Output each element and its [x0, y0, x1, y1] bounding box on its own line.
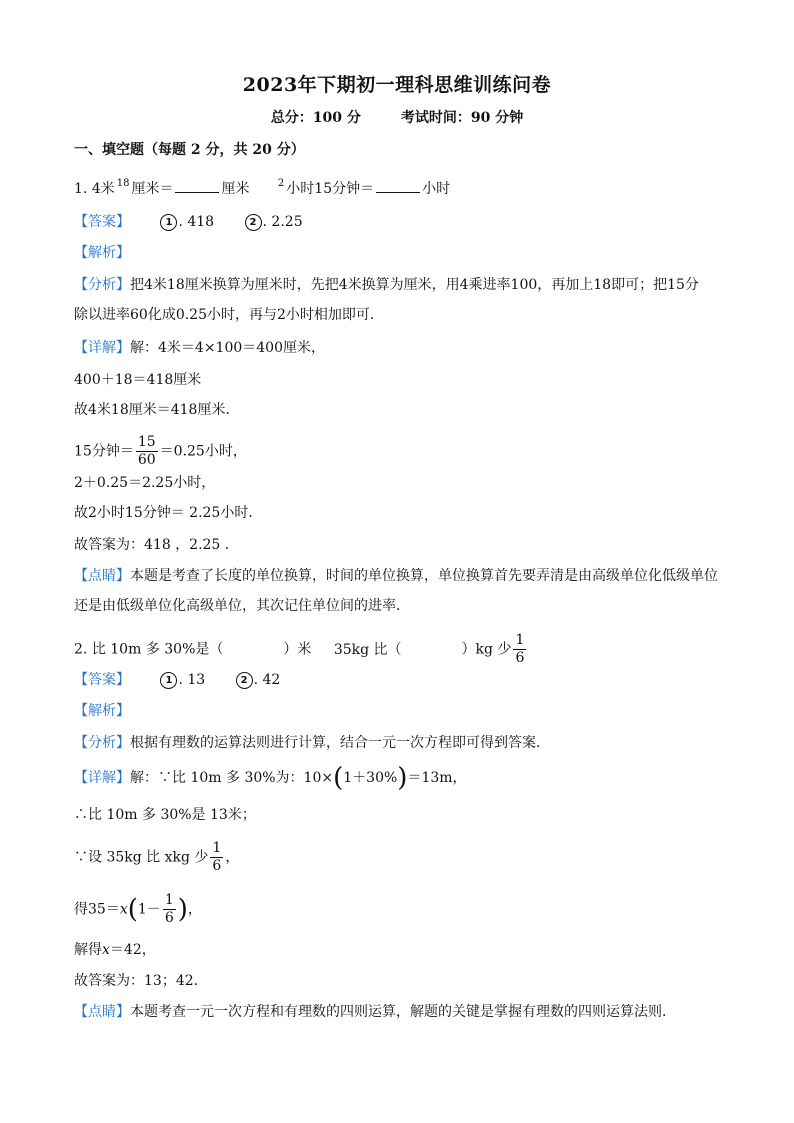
comment-line	[74, 1002, 676, 1022]
q2-text: 35kg 比（	[333, 641, 402, 658]
detail-text: 2＋0.25＝2.25小时，	[74, 475, 216, 491]
page-title: 2023年下期初一理科思维训练问卷	[242, 74, 552, 96]
analysis-line	[74, 733, 550, 753]
detail-text: 15分钟＝	[74, 443, 134, 460]
fraction	[513, 632, 526, 667]
comment-tag: 【点睛】	[74, 1004, 130, 1020]
total-score: 总分：100 分	[270, 110, 361, 126]
q2-text: 比 10m 多 30%是（	[91, 641, 224, 658]
detail-text: ＝0.25小时，	[159, 443, 247, 460]
circle-number-icon: 1	[160, 214, 177, 231]
detail-text: ＝42，	[109, 942, 156, 958]
answer-tag: 【答案】	[74, 214, 130, 230]
detail-text: 1－	[137, 901, 161, 918]
detail-fraction-line	[74, 840, 239, 875]
question-2	[74, 632, 528, 667]
paren-open: (	[333, 763, 344, 793]
fraction	[163, 892, 176, 927]
comment-line	[74, 566, 718, 586]
answer-blank	[175, 178, 219, 193]
fraction-denominator: 60	[137, 452, 156, 468]
comment-text: 还是由低级单位化高级单位，其次记住单位间的进率．	[74, 598, 410, 614]
detail-text: 故4米18厘米＝418厘米．	[74, 402, 240, 418]
answer-tag: 【答案】	[74, 672, 130, 688]
exam-time: 考试时间：90 分钟	[400, 110, 524, 126]
variable-x: x	[102, 942, 110, 958]
q1-superscript: 18	[116, 178, 130, 189]
q2-text: ）米	[283, 641, 312, 658]
detail-text: 400＋18＝418厘米	[74, 372, 202, 388]
answer-value: . 2.25	[262, 214, 303, 230]
q1-text: 4米	[91, 181, 115, 197]
section-heading: 一、填空题（每题 2 分，共 20 分）	[74, 142, 305, 158]
detail-equation-line	[74, 892, 202, 927]
fraction-denominator: 6	[164, 910, 174, 926]
detail-text: 解：∵比 10m 多 30%为：10×	[130, 770, 334, 786]
comment-text: 本题是考查了长度的单位换算，时间的单位换算，单位换算首先要弄清是由高级单位化低级单位	[130, 568, 718, 584]
analysis-line	[74, 275, 699, 295]
answer-value: . 418	[178, 214, 215, 230]
question-number: 1.	[74, 181, 88, 197]
detail-text: ，	[225, 849, 240, 866]
question-number: 2.	[74, 641, 88, 658]
paren-close: )	[397, 763, 408, 793]
detail-text: ＝13m，	[407, 770, 467, 786]
detail-text: 解得	[74, 942, 102, 958]
fraction-numerator: 1	[515, 632, 525, 648]
answer-blank	[376, 178, 420, 193]
fraction-numerator: 1	[212, 840, 222, 856]
fraction-denominator: 6	[515, 650, 525, 666]
q1-text: 厘米＝	[131, 181, 174, 197]
analysis-text: 把4米18厘米换算为厘米时，先把4米换算为厘米，用4乘进率100，再加上18即可；把15分	[130, 277, 699, 293]
detail-text: ，	[187, 901, 202, 918]
circle-number-icon: 1	[160, 672, 177, 689]
answer-value: . 13	[178, 672, 206, 688]
fraction	[136, 434, 158, 469]
analysis-text: 除以进率60化成0.25小时，再与2小时相加即可．	[74, 307, 384, 323]
fraction-numerator: 1	[164, 892, 174, 908]
q1-superscript: 2	[277, 178, 285, 189]
question-1	[74, 178, 450, 201]
answer-line	[74, 212, 303, 232]
detail-text: ∴比 10m 多 30%是 13米；	[74, 807, 256, 823]
circle-number-icon: 2	[236, 672, 253, 689]
fraction	[210, 840, 223, 875]
answer-value: . 42	[253, 672, 281, 688]
comment-text: 本题考查一元一次方程和有理数的四则运算，解题的关键是掌握有理数的四则运算法则．	[130, 1004, 676, 1020]
fraction-numerator: 15	[137, 434, 156, 450]
analysis-tag: 【解析】	[74, 703, 130, 719]
detail-line	[74, 940, 156, 960]
detail-text: 故答案为：13；42．	[74, 973, 208, 989]
fenxi-tag: 【分析】	[74, 735, 130, 751]
variable-x: x	[119, 901, 128, 918]
paren-close: )	[177, 894, 188, 925]
fenxi-tag: 【分析】	[74, 277, 130, 293]
detail-line	[74, 338, 325, 358]
detail-text: 解：4米＝4×100＝400厘米，	[130, 340, 325, 356]
detail-line	[74, 763, 467, 793]
exam-info	[0, 107, 794, 127]
detail-tag: 【详解】	[74, 770, 130, 786]
analysis-text: 根据有理数的运算法则进行计算，结合一元一次方程即可得到答案．	[130, 735, 550, 751]
detail-text: 故答案为：418 ，2.25 ．	[74, 537, 239, 553]
detail-tag: 【详解】	[74, 340, 130, 356]
detail-text: ∵设 35kg 比 xkg 少	[74, 849, 209, 866]
fraction-denominator: 6	[212, 858, 222, 874]
comment-tag: 【点睛】	[74, 568, 130, 584]
analysis-tag: 【解析】	[74, 245, 130, 261]
detail-text: 1＋30%	[343, 770, 398, 786]
detail-fraction-line	[74, 434, 247, 469]
q2-text: ）kg 少	[461, 641, 512, 658]
circle-number-icon: 2	[245, 214, 262, 231]
detail-text: 故2小时15分钟＝ 2.25小时．	[74, 505, 263, 521]
q1-text: 小时15分钟＝	[286, 181, 375, 197]
paren-open: (	[127, 894, 138, 925]
answer-line	[74, 670, 280, 690]
q1-text: 小时	[422, 181, 451, 197]
q1-text: 厘米	[221, 181, 250, 197]
detail-text: 得35＝	[74, 901, 120, 918]
